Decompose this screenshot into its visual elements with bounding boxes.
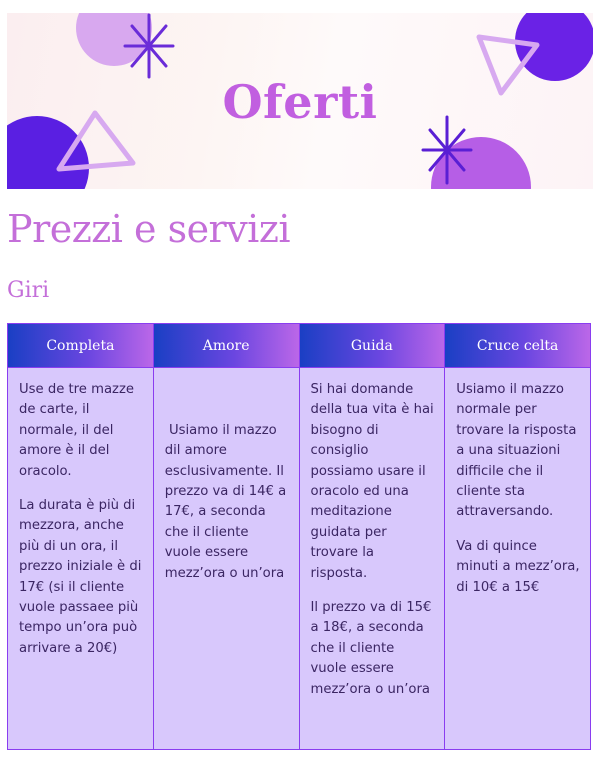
offer-column xyxy=(445,324,590,749)
offer-paragraph: La durata è più di mezzora, anche più di un ora, il prezzo iniziale è di 17€ (si il cliente vuole passaee più tempo un’ora può arrivare a 20€) xyxy=(19,498,142,656)
offer-paragraph: Usiamo il mazzo normale per trovare la risposta a una situazioni difficile che il cliente sta attraversando. xyxy=(456,382,577,520)
offer-paragraph: Usiamo il mazzo dil amore esclusivamente. Il prezzo va di 14€ a 17€, a seconda che il cliente vuole essere mezz’ora o un’ora xyxy=(164,422,291,581)
offer-column xyxy=(300,324,446,749)
offer-description xyxy=(154,368,299,749)
offer-paragraph: Il prezzo va di 15€ a 18€, a seconda che il cliente vuole essere mezz’ora o un’ora xyxy=(310,600,432,697)
offer-description xyxy=(8,368,153,749)
offer-column xyxy=(154,324,300,749)
offer-name: Amore xyxy=(154,324,299,368)
offer-column xyxy=(8,324,154,749)
offer-paragraph: Use de tre mazze de carte, il normale, il del amore è il del oracolo. xyxy=(19,382,134,479)
offer-paragraph: Si hai domande della tua vita è hai bisogno di consiglio possiamo usare il oracolo ed una meditazione guidata per trovare la risposta. xyxy=(310,382,434,581)
offer-paragraph: Va di quince minuti a mezz’ora, di 10€ a 15€ xyxy=(456,538,580,595)
decor-circle-top-right xyxy=(515,13,593,81)
offer-description xyxy=(445,368,590,749)
offer-name: Completa xyxy=(8,324,153,368)
offer-name: Guida xyxy=(300,324,445,368)
section-subtitle: Giri xyxy=(7,278,50,303)
page-title: Prezzi e servizi xyxy=(7,207,291,251)
offers-table xyxy=(7,323,591,750)
offer-name: Cruce celta xyxy=(445,324,590,368)
offer-description xyxy=(300,368,445,749)
header-banner xyxy=(7,13,593,189)
banner-title: Oferti xyxy=(222,75,378,129)
